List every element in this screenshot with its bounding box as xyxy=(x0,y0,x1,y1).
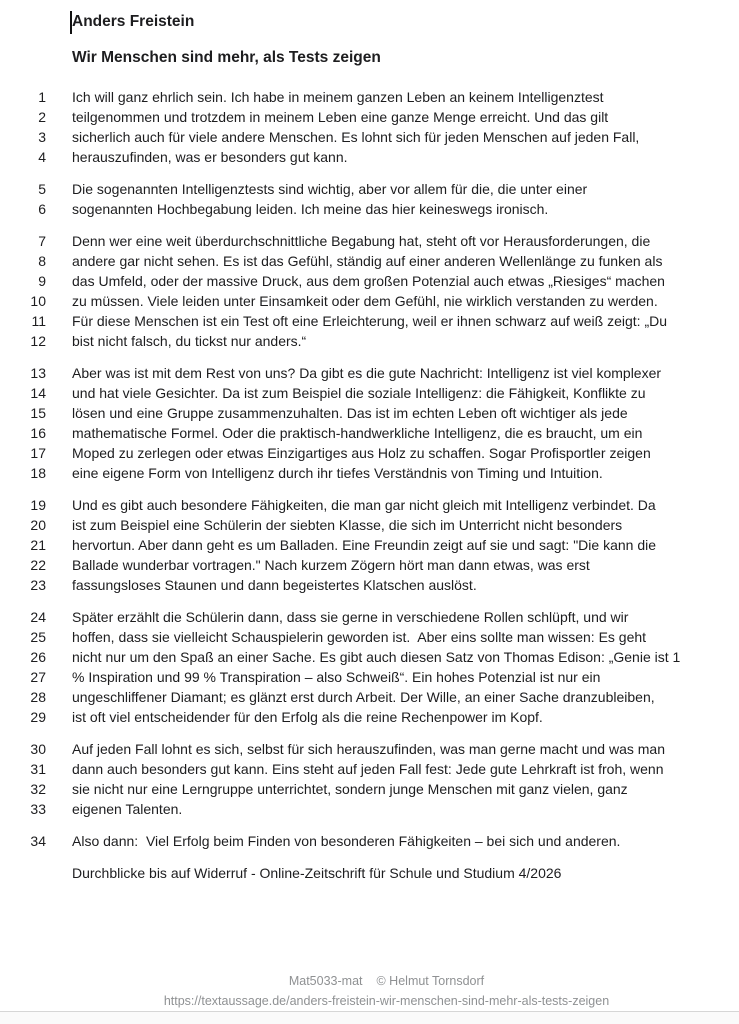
line-text: Ich will ganz ehrlich sein. Ich habe in meinem ganzen Leben an keinem Intelligenztest xyxy=(72,89,604,105)
line-text: eine eigene Form von Intelligenz durch ihr tiefes Verständnis von Timing und Intuition. xyxy=(72,465,603,481)
line-text: eigenen Talenten. xyxy=(72,801,183,817)
text-line xyxy=(0,707,739,727)
text-line xyxy=(0,383,739,403)
paragraph xyxy=(0,831,739,851)
text-line xyxy=(0,535,739,555)
line-text: Aber was ist mit dem Rest von uns? Da gibt es die gute Nachricht: Intelligenz ist viel komplexer xyxy=(72,365,662,381)
text-line xyxy=(0,687,739,707)
line-number: 5 xyxy=(38,181,46,197)
line-number: 4 xyxy=(38,149,46,165)
line-text: Also dann: Viel Erfolg beim Finden von besonderen Fähigkeiten – bei sich und anderen. xyxy=(72,833,621,849)
line-number: 26 xyxy=(30,649,46,665)
source-line: Durchblicke bis auf Widerruf - Online-Zeitschrift für Schule und Studium 4/2026 xyxy=(72,865,562,881)
line-text: Moped zu zerlegen oder etwas Einzigartiges aus Holz zu schaffen. Sogar Profisportler zeigen xyxy=(72,445,651,461)
text-line xyxy=(0,331,739,351)
line-text: dann auch besonders gut kann. Eins steht auf jeden Fall fest: Jede gute Lehrkraft ist froh, wenn xyxy=(72,761,664,777)
paragraph xyxy=(0,739,739,819)
text-cursor xyxy=(70,11,72,34)
paragraph xyxy=(0,87,739,167)
page-footer xyxy=(0,971,739,1011)
line-number: 24 xyxy=(30,609,46,625)
line-number: 15 xyxy=(30,405,46,421)
line-text: Auf jeden Fall lohnt es sich, selbst für sich herauszufinden, was man gerne macht und was man xyxy=(72,741,665,757)
line-text: Ballade wunderbar vortragen." Nach kurzem Zögern hört man dann etwas, was erst xyxy=(72,557,590,573)
text-line xyxy=(0,403,739,423)
text-line xyxy=(0,87,739,107)
line-number: 34 xyxy=(30,833,46,849)
line-number: 8 xyxy=(38,253,46,269)
copyright-text: © Helmut Tornsdorf xyxy=(376,974,485,988)
line-text: das Umfeld, oder der massive Druck, aus dem großen Potenzial auch etwas „Riesiges“ machen xyxy=(72,273,665,289)
line-number: 16 xyxy=(30,425,46,441)
author-heading: Anders Freistein xyxy=(72,13,195,30)
line-text: nicht nur um den Spaß an einer Sache. Es gibt auch diesen Satz von Thomas Edison: „Genie ist 1 xyxy=(72,649,681,665)
line-number: 13 xyxy=(30,365,46,381)
line-text: herauszufinden, was er besonders gut kann. xyxy=(72,149,348,165)
line-number: 18 xyxy=(30,465,46,481)
line-text: Später erzählt die Schülerin dann, dass sie gerne in verschiedene Rollen schlüpft, und wir xyxy=(72,609,629,625)
footer-credit-line xyxy=(34,971,739,991)
line-number: 20 xyxy=(30,517,46,533)
line-text: sie nicht nur eine Lerngruppe unterrichtet, sondern junge Menschen mit ganz vielen, ganz xyxy=(72,781,628,797)
paragraph xyxy=(0,495,739,595)
line-text: bist nicht falsch, du tickst nur anders.“ xyxy=(72,333,307,349)
line-number: 19 xyxy=(30,497,46,513)
line-text: lösen und eine Gruppe zusammenzuhalten. Das ist im echten Leben oft wichtiger als jede xyxy=(72,405,628,421)
line-text: teilgenommen und trotzdem in meinem Leben eine ganze Menge erreicht. Und das gilt xyxy=(72,109,609,125)
line-text: fassungsloses Staunen und dann begeistertes Klatschen auslöst. xyxy=(72,577,477,593)
line-text: mathematische Formel. Oder die praktisch-handwerkliche Intelligenz, die es braucht, um ein xyxy=(72,425,643,441)
line-text: zu müssen. Viele leiden unter Einsamkeit oder dem Gefühl, nie wirklich verstanden zu werden. xyxy=(72,293,658,309)
line-number: 32 xyxy=(30,781,46,797)
text-line xyxy=(0,147,739,167)
line-text: und hat viele Gesichter. Da ist zum Beispiel die soziale Intelligenz: die Fähigkeit, Konflikte zu xyxy=(72,385,646,401)
line-text: sicherlich auch für viele andere Menschen. Es lohnt sich für jeden Menschen auf jeden Fall, xyxy=(72,129,640,145)
line-text: hervortun. Aber dann geht es um Balladen. Eine Freundin zeigt auf sie und sagt: "Die kann die xyxy=(72,537,657,553)
text-line xyxy=(0,779,739,799)
text-line xyxy=(0,575,739,595)
line-number: 30 xyxy=(30,741,46,757)
text-line xyxy=(0,759,739,779)
line-number: 17 xyxy=(30,445,46,461)
line-text: ist zum Beispiel eine Schülerin der siebten Klasse, die sich im Unterricht nicht besonders xyxy=(72,517,623,533)
line-text: Und es gibt auch besondere Fähigkeiten, die man gar nicht gleich mit Intelligenz verbindet. Da xyxy=(72,497,656,513)
text-line xyxy=(0,647,739,667)
paragraph xyxy=(0,179,739,219)
line-text: Die sogenannten Intelligenztests sind wichtig, aber vor allem für die, die unter einer xyxy=(72,181,588,197)
text-line xyxy=(0,231,739,251)
page-bottom-edge xyxy=(0,1011,739,1024)
material-id: Mat5033-mat xyxy=(288,974,363,988)
text-line xyxy=(0,495,739,515)
line-number: 9 xyxy=(38,273,46,289)
document-title: Wir Menschen sind mehr, als Tests zeigen xyxy=(72,49,381,66)
line-number: 25 xyxy=(30,629,46,645)
text-line xyxy=(0,555,739,575)
line-text: Denn wer eine weit überdurchschnittliche Begabung hat, steht oft vor Herausforderungen, die xyxy=(72,233,651,249)
paragraph xyxy=(0,363,739,483)
text-line xyxy=(0,199,739,219)
text-line xyxy=(0,107,739,127)
line-number: 28 xyxy=(30,689,46,705)
line-text: ungeschliffener Diamant; es glänzt erst durch Arbeit. Der Wille, an einer Sache dranzubleiben, xyxy=(72,689,655,705)
line-number: 12 xyxy=(30,333,46,349)
paragraph xyxy=(0,607,739,727)
text-line xyxy=(0,627,739,647)
line-number: 29 xyxy=(30,709,46,725)
text-line xyxy=(0,423,739,443)
line-number: 3 xyxy=(38,129,46,145)
line-text: Für diese Menschen ist ein Test oft eine Erleichterung, weil er ihnen schwarz auf weiß zeigt: „Du xyxy=(72,313,668,329)
text-line xyxy=(0,291,739,311)
line-text: ist oft viel entscheidender für den Erfolg als die reine Rechenpower im Kopf. xyxy=(72,709,543,725)
line-number: 1 xyxy=(38,89,46,105)
text-line xyxy=(0,443,739,463)
line-number: 21 xyxy=(30,537,46,553)
text-line xyxy=(0,515,739,535)
line-number: 14 xyxy=(30,385,46,401)
line-number: 6 xyxy=(38,201,46,217)
footer-url: https://textaussage.de/anders-freistein-wir-menschen-sind-mehr-als-tests-zeigen xyxy=(163,994,610,1008)
line-number: 10 xyxy=(30,293,46,309)
line-number: 2 xyxy=(38,109,46,125)
line-text: sogenannten Hochbegabung leiden. Ich meine das hier keineswegs ironisch. xyxy=(72,201,549,217)
text-line xyxy=(0,127,739,147)
line-number: 7 xyxy=(38,233,46,249)
line-text: andere gar nicht sehen. Es ist das Gefühl, ständig auf einer anderen Wellenlänge zu funken als xyxy=(72,253,663,269)
line-number: 11 xyxy=(31,313,46,329)
text-line xyxy=(0,179,739,199)
text-line xyxy=(0,667,739,687)
line-number: 33 xyxy=(30,801,46,817)
text-line xyxy=(0,363,739,383)
text-line xyxy=(0,271,739,291)
line-number: 27 xyxy=(30,669,46,685)
line-number: 22 xyxy=(30,557,46,573)
text-line xyxy=(0,311,739,331)
text-line xyxy=(0,463,739,483)
line-number: 31 xyxy=(30,761,46,777)
text-line xyxy=(0,607,739,627)
line-text: % Inspiration und 99 % Transpiration – also Schweiß“. Ein hohes Potenzial ist nur ein xyxy=(72,669,601,685)
text-line xyxy=(0,251,739,271)
line-number: 23 xyxy=(30,577,46,593)
text-line xyxy=(0,831,739,851)
text-line xyxy=(0,799,739,819)
line-text: hoffen, dass sie vielleicht Schauspielerin geworden ist. Aber eins sollte man wissen: Es geht xyxy=(72,629,647,645)
text-line xyxy=(0,739,739,759)
paragraph xyxy=(0,231,739,351)
document-body xyxy=(0,87,739,851)
